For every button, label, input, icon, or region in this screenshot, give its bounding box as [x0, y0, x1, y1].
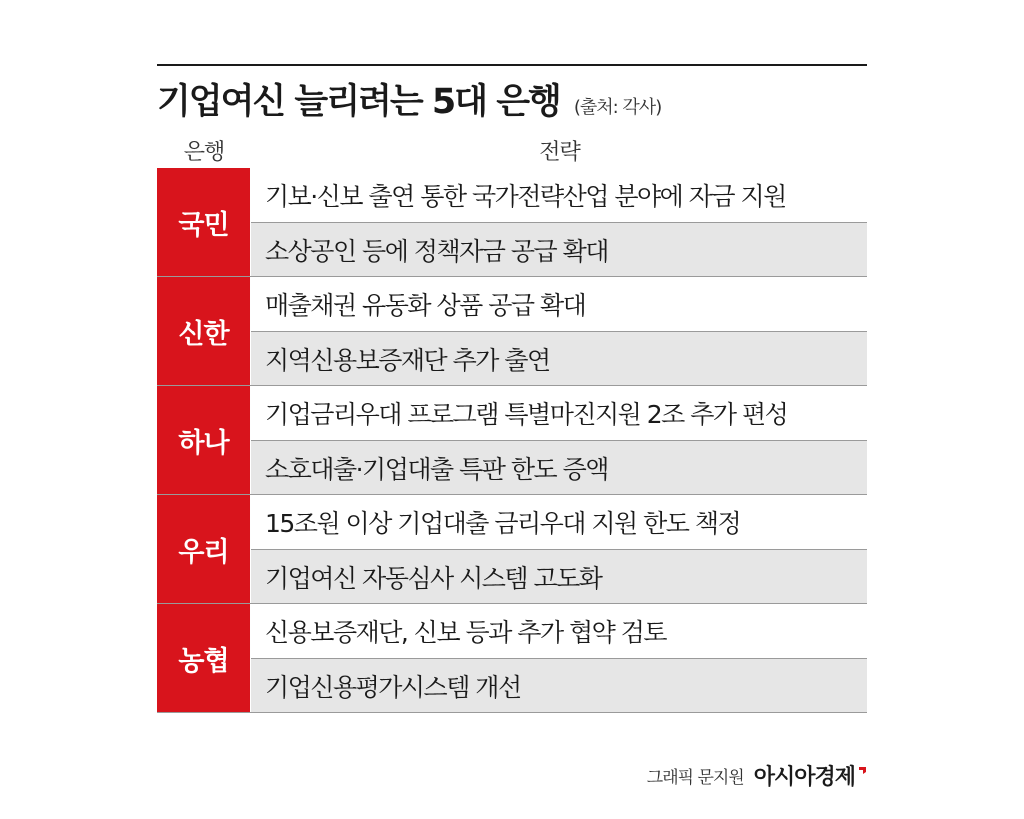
brand-logo-text: 아시아경제 — [753, 765, 855, 790]
graphic-credit: 그래픽 문지원 — [646, 768, 744, 788]
source-note: (출처: 각사) — [573, 97, 662, 118]
strategy-item: 지역신용보증재단 추가 출연 — [251, 332, 867, 385]
strategy-list — [251, 386, 867, 494]
brand-mark-icon — [858, 766, 867, 775]
strategy-item: 신용보증재단, 신보 등과 추가 협약 검토 — [251, 604, 867, 659]
footer — [647, 760, 867, 791]
strategy-item: 기업신용평가시스템 개선 — [251, 659, 867, 712]
bank-group — [157, 604, 867, 713]
strategy-item: 기업여신 자동심사 시스템 고도화 — [251, 550, 867, 603]
bank-name-cell: 국민 — [157, 168, 251, 276]
strategy-list — [251, 277, 867, 385]
strategy-table — [157, 168, 867, 713]
column-header-strategy: 전략 — [539, 140, 580, 165]
bank-group — [157, 386, 867, 495]
bank-name-cell: 신한 — [157, 277, 251, 385]
strategy-list — [251, 604, 867, 712]
strategy-item: 기업금리우대 프로그램 특별마진지원 2조 추가 편성 — [251, 386, 867, 441]
bank-name-cell: 하나 — [157, 386, 251, 494]
bank-group — [157, 168, 867, 277]
bank-name-cell: 농협 — [157, 604, 251, 712]
strategy-item: 소호대출·기업대출 특판 한도 증액 — [251, 441, 867, 494]
bank-name-cell: 우리 — [157, 495, 251, 603]
strategy-item: 소상공인 등에 정책자금 공급 확대 — [251, 223, 867, 276]
strategy-list — [251, 495, 867, 603]
strategy-item: 기보·신보 출연 통한 국가전략산업 분야에 자금 지원 — [251, 168, 867, 223]
strategy-list — [251, 168, 867, 276]
bank-group — [157, 277, 867, 386]
bank-group — [157, 495, 867, 604]
strategy-item: 매출채권 유동화 상품 공급 확대 — [251, 277, 867, 332]
strategy-item: 15조원 이상 기업대출 금리우대 지원 한도 책정 — [251, 495, 867, 550]
top-rule — [157, 64, 867, 66]
page-title: 기업여신 늘리려는 5대 은행 — [157, 82, 560, 122]
column-header-bank: 은행 — [183, 140, 225, 165]
title-row — [157, 74, 661, 124]
